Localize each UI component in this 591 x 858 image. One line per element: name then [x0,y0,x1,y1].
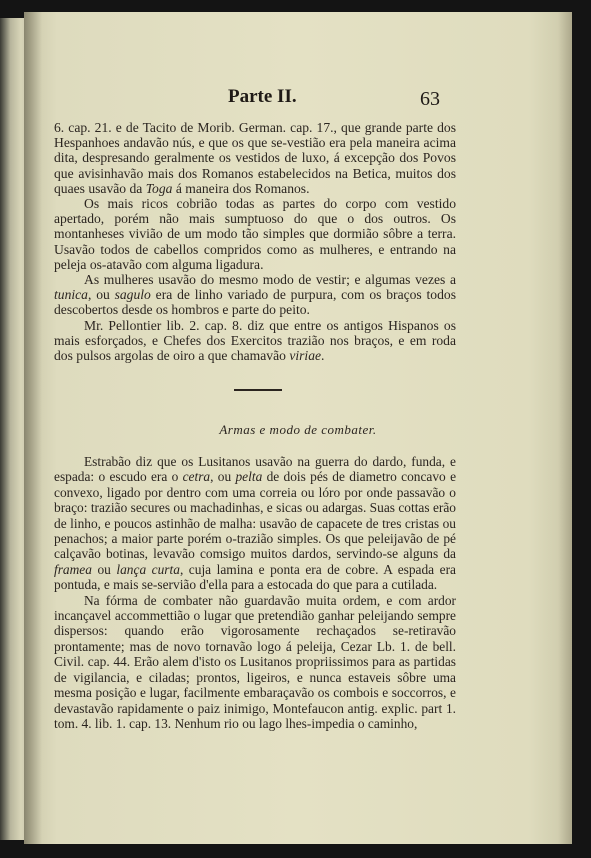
paragraph: Na fórma de combater não guardavão muita ordem, e com ardor incançavel accommettião o lugar que pretendião ganhar peleijando sempre dispersos: quando erão vigorosamente rechaçados se-retiravão prontamente; mas de novo tornavão logo á peleija, Cezar Lb. 1. de bell. Civil. cap. 44. Erão alem d'isto os Lusitanos propriissimos para as partidas de vigilancia, e ciladas; prontos, ligeiros, e nunca estaveis sôbre uma mesma posição e lugar, facilmente embaraçavão os combois e soccorros, e devastavão rapidamente o paiz inimigo, Montefaucon antig. explic. part 1. tom. 4. lib. 1. cap. 13. Nenhum rio ou lago lhes-impedia o caminho, [54,592,456,731]
section-divider-rule [234,389,282,391]
paragraph: Mr. Pellontier lib. 2. cap. 8. diz que entre os antigos Hispanos os mais esforçados, e Chefes dos Exercitos trazião nos braços, e em roda dos pulsos argolas de oiro a que chamavão viriae. [54,317,456,364]
book-page [24,12,572,844]
paragraph: As mulheres usavão do mesmo modo de vestir; e algumas vezes a tunica, ou sagulo era de linho variado de purpura, com os braços todos descobertos desde os hombros e parte do peito. [54,272,456,318]
page-header [24,86,572,116]
text-block-arms [54,454,456,731]
section-heading: Armas e modo de combater. [219,422,377,437]
page-number: 63 [420,88,440,110]
paragraph: Estrabão diz que os Lusitanos usavão na guerra do dardo, funda, e espada: o escudo era o cetra, ou pelta de dois pés de diametro concavo e convexo, ligado por dentro com uma correia ou lóro por onde passavão o braço: trazião secures ou machadinhas, e sicas ou adargas. Suas cottas erão de linho, e poucos astinhão de malha: usavão de capacete de tres cristas ou penachos; a maior parte porém o-trazião simples. Os que peleijavão de pé calçavão botinas, levavão comsigo muitos dardos, servindo-se alguns da framea ou lança curta, cuja lamina e ponta era de cobre. A espada era pontuda, e mais se-servião d'ella para a estocada do que para a cutilada. [54,454,457,593]
paragraph: 6. cap. 21. e de Tacito de Morib. German. cap. 17., que grande parte dos Hespanhoes andavão nús, e que os que se-vestião era pela maneira acima dita, despresando geralmente os vestidos de luxo, á excepção dos Povos que avisinhavão mais dos Romanos estabelecidos na Betica, muitos dos quaes usavão da Toga á maneira dos Romanos. [54,120,456,196]
text-block-clothing [54,120,456,363]
previous-page-edge [0,18,26,840]
running-head: Parte II. [228,86,297,107]
paragraph: Os mais ricos cobrião todas as partes do corpo com vestido apertado, porém não mais sumptuoso do que o dos outros. Os montanheses vivião de um modo tão simples que dormião sôbre a terra. Usavão todos de cabellos compridos como as mulheres, e entrando na peleja os-atavão com alguma ligadura. [54,196,456,272]
